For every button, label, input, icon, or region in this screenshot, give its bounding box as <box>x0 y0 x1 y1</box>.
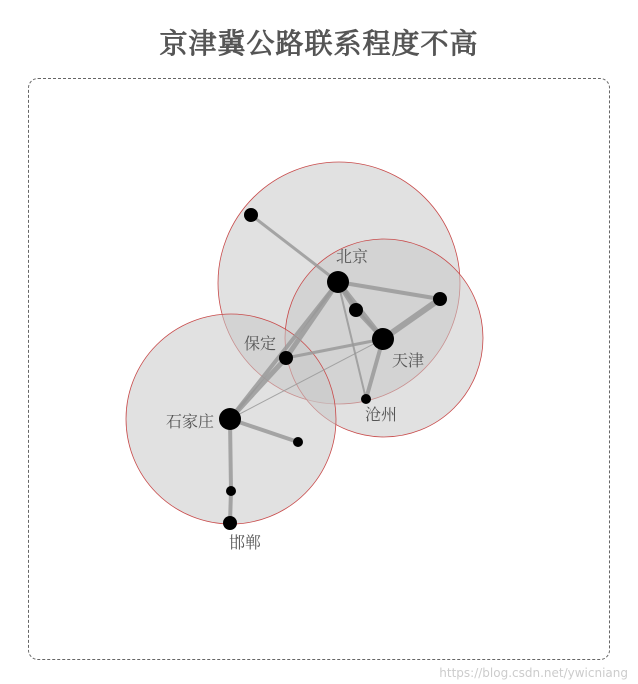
node-tianjin[interactable] <box>372 328 394 350</box>
diagram-title: 京津冀公路联系程度不高 <box>159 27 479 60</box>
node-label-cangzhou: 沧州 <box>364 405 398 424</box>
node-shijiazhuang[interactable] <box>219 408 241 430</box>
node-n_east[interactable] <box>433 292 447 306</box>
node-label-shijiazhuang: 石家庄 <box>165 412 215 431</box>
node-label-baoding: 保定 <box>243 334 277 353</box>
node-cangzhou[interactable] <box>361 394 371 404</box>
node-beijing[interactable] <box>327 271 349 293</box>
node-n_sjz_s[interactable] <box>226 486 236 496</box>
node-n_mid[interactable] <box>349 303 363 317</box>
node-label-tianjin: 天津 <box>391 351 425 370</box>
node-n_nw[interactable] <box>244 208 258 222</box>
watermark-text: https://blog.csdn.net/ywicniang <box>439 666 628 680</box>
node-label-beijing: 北京 <box>335 247 369 266</box>
node-n_sjz_e[interactable] <box>293 437 303 447</box>
node-handan[interactable] <box>223 516 237 530</box>
cluster-layer <box>126 162 483 524</box>
node-baoding[interactable] <box>279 351 293 365</box>
node-label-handan: 邯郸 <box>228 533 262 552</box>
